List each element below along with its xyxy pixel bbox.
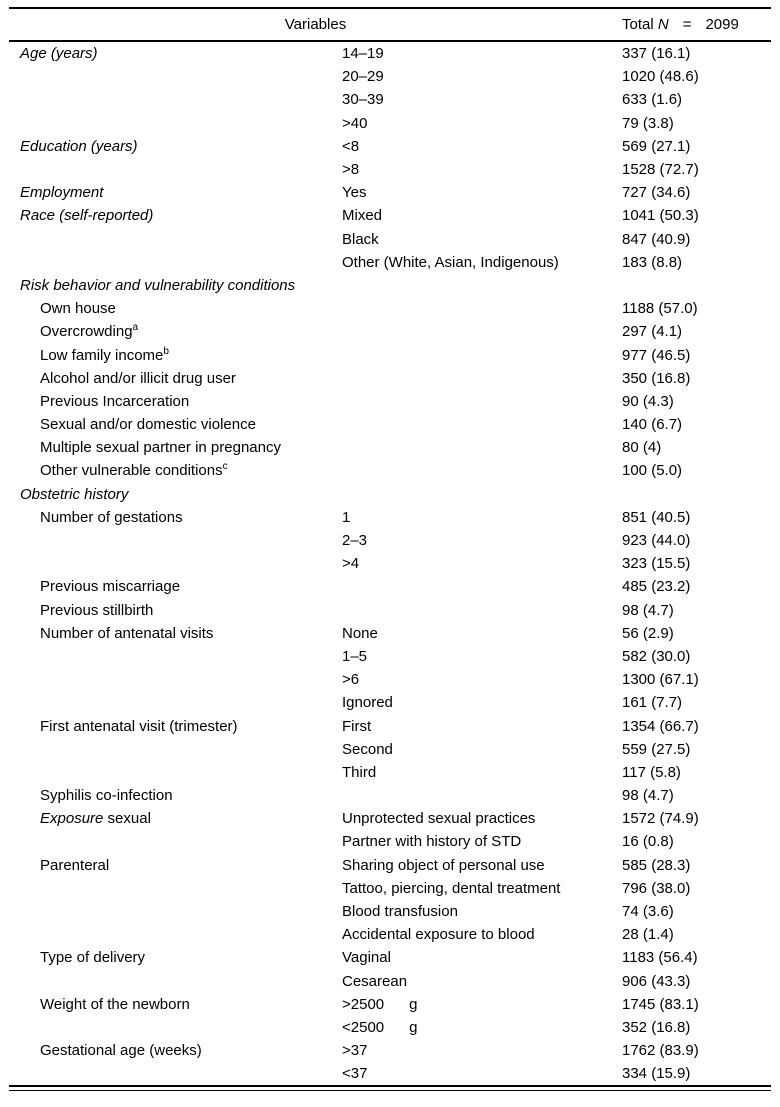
- bottom-rule: [9, 1085, 771, 1091]
- variable-label-italic: Education (years): [20, 137, 138, 155]
- category-cell: Partner with history of STD: [342, 833, 522, 851]
- variable-cell: [9, 207, 342, 224]
- category-cell: >37: [342, 1042, 368, 1060]
- category-cell: Second: [342, 740, 393, 758]
- total-cell: 1762 (83.9): [622, 1042, 699, 1060]
- variable-label: Syphilis co-infection: [40, 787, 173, 805]
- total-cell: 297 (4.1): [622, 323, 683, 341]
- table-row: [9, 761, 771, 784]
- table-row: [9, 993, 771, 1016]
- total-cell: 727 (34.6): [622, 184, 691, 202]
- total-cell: 485 (23.2): [622, 578, 691, 596]
- table-row: [9, 181, 771, 204]
- total-cell: 582 (30.0): [622, 647, 691, 665]
- variable-label: Alcohol and/or illicit drug user: [40, 369, 236, 387]
- variable-label: Previous miscarriage: [40, 578, 181, 596]
- category-cell: Other (White, Asian, Indigenous): [342, 253, 559, 271]
- variable-label-italic: Race (self-reported): [20, 207, 154, 225]
- category-cell: Ignored: [342, 694, 393, 712]
- table-row: [9, 946, 771, 969]
- table-row: [9, 390, 771, 413]
- variable-label: Previous stillbirth: [40, 601, 154, 619]
- variable-cell: [9, 138, 342, 155]
- variable-cell: [9, 810, 342, 827]
- category-cell: >4: [342, 555, 360, 573]
- table-row: [9, 251, 771, 274]
- footnote-marker: b: [163, 345, 169, 357]
- table-row: [9, 135, 771, 158]
- category-cell: Yes: [342, 184, 367, 202]
- table-row: [9, 784, 771, 807]
- category-cell: 20–29: [342, 68, 384, 86]
- category-cell: Sharing object of personal use: [342, 856, 545, 874]
- category-cell: Cesarean: [342, 972, 408, 990]
- total-cell: 1745 (83.1): [622, 995, 699, 1013]
- variable-label: Overcrowding: [40, 323, 133, 341]
- total-cell: 323 (15.5): [622, 555, 691, 573]
- table-row: [9, 854, 771, 877]
- table-row: [9, 1039, 771, 1062]
- category-cell: First: [342, 717, 372, 735]
- variable-cell: [9, 787, 342, 804]
- category-cell: 1: [342, 508, 351, 526]
- total-cell: 79 (3.8): [622, 114, 674, 132]
- category-cell: 2–3: [342, 532, 368, 550]
- footnote-marker: c: [222, 461, 228, 473]
- category-cell: 1–5: [342, 647, 368, 665]
- total-cell: 98 (4.7): [622, 787, 674, 805]
- total-cell: 1188 (57.0): [622, 300, 698, 318]
- table-row: [9, 204, 771, 227]
- table-row: [9, 877, 771, 900]
- total-cell: 1572 (74.9): [622, 810, 699, 828]
- total-cell: 847 (40.9): [622, 230, 691, 248]
- table-row: [9, 343, 771, 366]
- table-row: [9, 738, 771, 761]
- table-row: [9, 459, 771, 482]
- table-header-row: [9, 9, 771, 42]
- category-cell: <2500 g: [342, 1018, 418, 1036]
- table-row: [9, 1062, 771, 1085]
- variable-cell: [9, 602, 342, 619]
- table-row: [9, 367, 771, 390]
- variable-cell: [9, 370, 342, 387]
- table-row: [9, 691, 771, 714]
- category-cell: Mixed: [342, 207, 383, 225]
- variable-label-italic: Age (years): [20, 45, 98, 63]
- table-row: [9, 274, 771, 297]
- total-cell: 80 (4): [622, 439, 662, 457]
- table-row: [9, 112, 771, 135]
- total-cell: 1183 (56.4): [622, 949, 698, 967]
- total-cell: 100 (5.0): [622, 462, 683, 480]
- variable-cell: [9, 184, 342, 201]
- n-symbol: N: [657, 16, 669, 33]
- variable-cell: [9, 439, 342, 456]
- variable-cell: [9, 462, 342, 479]
- category-cell: Third: [342, 763, 377, 781]
- footnote-marker: a: [132, 322, 139, 334]
- category-cell: Unprotected sexual practices: [342, 810, 536, 828]
- table-row: [9, 645, 771, 668]
- table-row: [9, 42, 771, 65]
- total-cell: 352 (16.8): [622, 1018, 691, 1036]
- variable-label: sexual: [103, 810, 151, 828]
- total-cell: 1020 (48.6): [622, 68, 699, 86]
- column-header-total: [622, 16, 771, 33]
- total-cell: 796 (38.0): [622, 879, 691, 897]
- category-cell: Vaginal: [342, 949, 391, 967]
- table-row: [9, 158, 771, 181]
- table-row: [9, 88, 771, 111]
- total-cell: 906 (43.3): [622, 972, 691, 990]
- total-cell: 98 (4.7): [622, 601, 674, 619]
- category-cell: Accidental exposure to blood: [342, 926, 535, 944]
- table-row: [9, 807, 771, 830]
- total-cell: 923 (44.0): [622, 532, 691, 550]
- variable-label: Other vulnerable conditions: [40, 462, 223, 480]
- total-cell: 569 (27.1): [622, 137, 691, 155]
- total-cell: 350 (16.8): [622, 369, 691, 387]
- total-cell: 28 (1.4): [622, 926, 674, 944]
- total-cell: 1041 (50.3): [622, 207, 699, 225]
- variable-label: Sexual and/or domestic violence: [40, 416, 256, 434]
- category-cell: >8: [342, 161, 360, 179]
- total-cell: 1354 (66.7): [622, 717, 699, 735]
- category-cell: >40: [342, 114, 368, 132]
- category-cell: 14–19: [342, 45, 384, 63]
- category-cell: >2500 g: [342, 995, 418, 1013]
- column-header-variables: Variables: [284, 16, 347, 33]
- table-row: [9, 506, 771, 529]
- total-cell: 337 (16.1): [622, 45, 691, 63]
- variable-label: Number of gestations: [40, 508, 183, 526]
- variable-label-italic: Risk behavior and vulnerability conditions: [20, 276, 296, 294]
- category-cell: <8: [342, 137, 360, 155]
- variable-cell: [9, 996, 342, 1013]
- variable-cell: [9, 857, 342, 874]
- total-cell: 559 (27.5): [622, 740, 691, 758]
- table-row: [9, 668, 771, 691]
- variable-label: First antenatal visit (trimester): [40, 717, 238, 735]
- table-row: [9, 830, 771, 853]
- total-cell: 56 (2.9): [622, 624, 674, 642]
- total-cell: 334 (15.9): [622, 1065, 691, 1083]
- variable-cell: [9, 393, 342, 410]
- table-row: [9, 320, 771, 343]
- variable-label: Number of antenatal visits: [40, 624, 214, 642]
- variable-label: Multiple sexual partner in pregnancy: [40, 439, 281, 457]
- table-row: [9, 622, 771, 645]
- total-cell: 90 (4.3): [622, 392, 674, 410]
- category-cell: Blood transfusion: [342, 903, 458, 921]
- table-row: [9, 714, 771, 737]
- table-row: [9, 599, 771, 622]
- variable-cell: [9, 416, 342, 433]
- category-cell: 30–39: [342, 91, 384, 109]
- equals-sign: =: [682, 16, 692, 33]
- table-row: [9, 529, 771, 552]
- total-cell: 74 (3.6): [622, 903, 674, 921]
- table-row: [9, 900, 771, 923]
- table-row: [9, 923, 771, 946]
- variable-label: Parenteral: [40, 856, 110, 874]
- total-cell: 183 (8.8): [622, 253, 683, 271]
- category-cell: >6: [342, 671, 360, 689]
- variable-cell: [9, 347, 342, 364]
- category-cell: None: [342, 624, 378, 642]
- variable-cell: [9, 509, 342, 526]
- total-cell: 851 (40.5): [622, 508, 691, 526]
- table-row: [9, 436, 771, 459]
- variable-cell: [9, 578, 342, 595]
- variable-cell: [9, 1042, 342, 1059]
- total-cell: 633 (1.6): [622, 91, 683, 109]
- table-row: [9, 413, 771, 436]
- variable-cell: [9, 277, 342, 294]
- variable-label-italic: Exposure: [40, 810, 104, 828]
- category-cell: Tattoo, piercing, dental treatment: [342, 879, 561, 897]
- category-cell: <37: [342, 1065, 368, 1083]
- total-cell: 585 (28.3): [622, 856, 691, 874]
- variable-label: Own house: [40, 300, 116, 318]
- total-cell: 1528 (72.7): [622, 161, 699, 179]
- summary-table: [9, 7, 771, 1091]
- variable-label: Low family income: [40, 346, 164, 364]
- total-cell: 16 (0.8): [622, 833, 674, 851]
- table-row: [9, 575, 771, 598]
- variable-label: Previous Incarceration: [40, 392, 190, 410]
- total-label: Total N: [622, 16, 669, 33]
- total-cell: 140 (6.7): [622, 416, 683, 434]
- variable-cell: [9, 323, 342, 340]
- variable-label: Gestational age (weeks): [40, 1042, 202, 1060]
- total-cell: 117 (5.8): [622, 763, 681, 781]
- variable-cell: [9, 486, 342, 503]
- variable-cell: [9, 949, 342, 966]
- total-cell: 977 (46.5): [622, 346, 691, 364]
- variable-cell: [9, 300, 342, 317]
- variable-cell: [9, 45, 342, 62]
- n-value: 2099: [705, 16, 739, 33]
- table-row: [9, 228, 771, 251]
- total-cell: 1300 (67.1): [622, 671, 699, 689]
- table-row: [9, 1016, 771, 1039]
- variable-label-italic: Employment: [20, 184, 104, 202]
- table-row: [9, 297, 771, 320]
- total-cell: 161 (7.7): [622, 694, 683, 712]
- table-row: [9, 552, 771, 575]
- table-row: [9, 65, 771, 88]
- variable-cell: [9, 625, 342, 642]
- variable-cell: [9, 718, 342, 735]
- table-row: [9, 483, 771, 506]
- variable-label: Type of delivery: [40, 949, 146, 967]
- variable-label: Weight of the newborn: [40, 995, 190, 1013]
- table-body: [9, 42, 771, 1085]
- variable-label-italic: Obstetric history: [20, 485, 129, 503]
- category-cell: Black: [342, 230, 379, 248]
- table-row: [9, 970, 771, 993]
